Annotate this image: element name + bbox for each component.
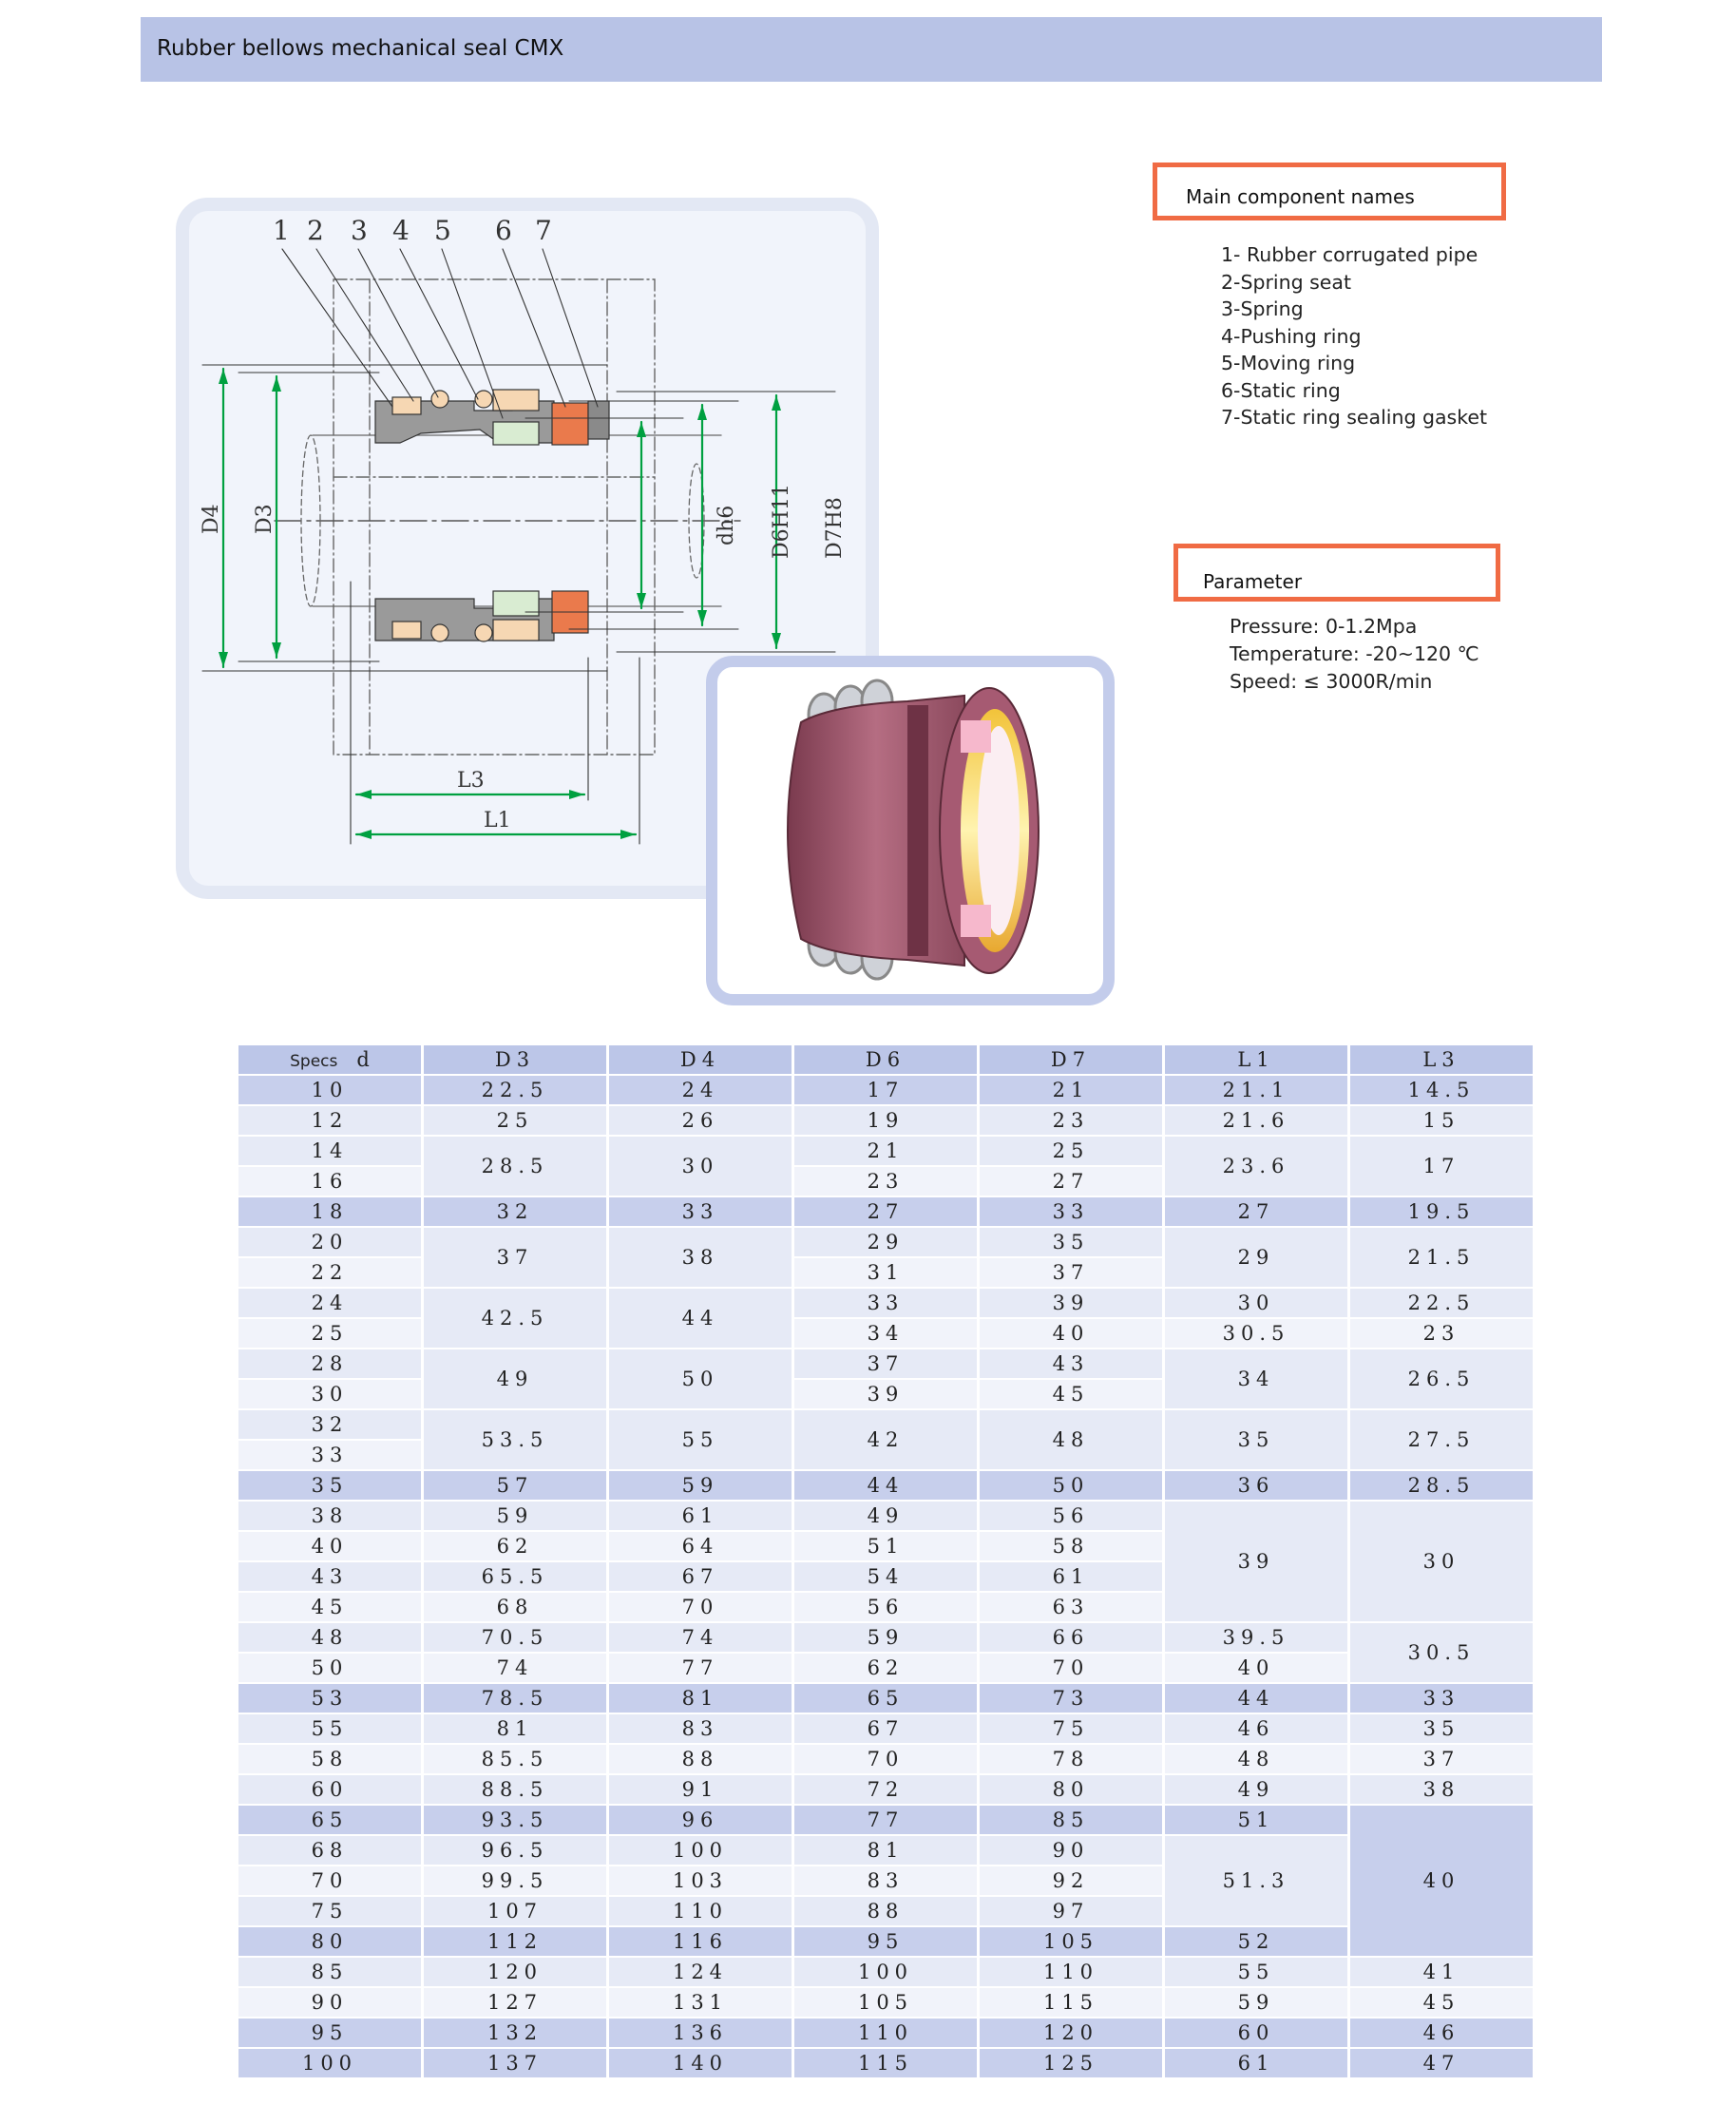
page-title: Rubber bellows mechanical seal CMX [157,36,564,61]
cell-d: 50 [238,1653,423,1683]
callout-2: 2 [307,215,324,246]
cell-D7: 75 [979,1713,1164,1744]
cell-D7: 23 [979,1105,1164,1136]
table-row [238,1835,1535,1866]
cell-L3: 27.5 [1349,1409,1535,1470]
cell-L1: 61 [1164,2048,1349,2078]
cell-D6: 100 [793,1957,979,1987]
component-list [1221,241,1487,431]
cell-D3: 37 [423,1227,608,1288]
cell-D6: 83 [793,1866,979,1896]
cell-L1: 39 [1164,1501,1349,1622]
cell-D4: 64 [608,1531,793,1561]
cell-L3: 46 [1349,2018,1535,2048]
cell-D4: 38 [608,1227,793,1288]
parameter-title: Parameter [1203,570,1303,593]
cell-D3: 22.5 [423,1075,608,1105]
header-L1: L1 [1164,1044,1349,1075]
cell-D6: 34 [793,1318,979,1349]
dim-D3: D3 [253,504,277,534]
table-row [238,2048,1535,2078]
cell-d: 90 [238,1987,423,2018]
cell-D3: 32 [423,1196,608,1227]
cell-D3: 59 [423,1501,608,1531]
table-header-row [238,1044,1535,1075]
cell-L1: 46 [1164,1713,1349,1744]
cell-D4: 88 [608,1744,793,1774]
cell-d: 12 [238,1105,423,1136]
cell-L3: 30.5 [1349,1622,1535,1683]
cell-D3: 78.5 [423,1683,608,1713]
cell-d: 18 [238,1196,423,1227]
product-photo-card [706,656,1115,1005]
cell-D7: 80 [979,1774,1164,1805]
table-row [238,1926,1535,1957]
table-row [238,1105,1535,1136]
cell-D4: 131 [608,1987,793,2018]
cell-L1: 51 [1164,1805,1349,1835]
cell-D7: 61 [979,1561,1164,1592]
cell-d: 25 [238,1318,423,1349]
cell-D7: 66 [979,1622,1164,1653]
cell-D6: 67 [793,1713,979,1744]
cell-D6: 44 [793,1470,979,1501]
cell-D6: 17 [793,1075,979,1105]
cell-D4: 44 [608,1288,793,1349]
cell-L1: 52 [1164,1926,1349,1957]
cell-D6: 19 [793,1105,979,1136]
cell-D4: 140 [608,2048,793,2078]
cell-L3: 37 [1349,1744,1535,1774]
callout-7: 7 [535,215,552,246]
cell-L3: 38 [1349,1774,1535,1805]
list-item: 1- Rubber corrugated pipe [1221,243,1478,266]
cell-D4: 110 [608,1896,793,1926]
cell-D7: 43 [979,1349,1164,1379]
cell-d: 53 [238,1683,423,1713]
table-row [238,1227,1535,1257]
table-row [238,1622,1535,1653]
cell-d: 14 [238,1136,423,1166]
cell-D4: 59 [608,1470,793,1501]
cell-D7: 115 [979,1987,1164,2018]
cell-D7: 105 [979,1926,1164,1957]
cell-d: 22 [238,1257,423,1288]
cell-d: 48 [238,1622,423,1653]
cell-D4: 124 [608,1957,793,1987]
cell-d: 40 [238,1531,423,1561]
cell-D6: 81 [793,1835,979,1866]
cell-D4: 33 [608,1196,793,1227]
table-row [238,1075,1535,1105]
cell-D3: 88.5 [423,1774,608,1805]
cell-D3: 62 [423,1531,608,1561]
cell-L3: 21.5 [1349,1227,1535,1288]
header-D4: D4 [608,1044,793,1075]
cell-L1: 44 [1164,1683,1349,1713]
header-D6: D6 [793,1044,979,1075]
header-d: d [356,1048,370,1071]
cell-d: 10 [238,1075,423,1105]
cell-D3: 70.5 [423,1622,608,1653]
cell-L3: 23 [1349,1318,1535,1349]
dim-D6H11: D6H11 [770,484,793,559]
cell-D6: 51 [793,1531,979,1561]
cell-D7: 25 [979,1136,1164,1166]
cell-D3: 57 [423,1470,608,1501]
table-row [238,1987,1535,2018]
table-row [238,1288,1535,1318]
cell-D6: 65 [793,1683,979,1713]
cell-D6: 72 [793,1774,979,1805]
cell-L1: 27 [1164,1196,1349,1227]
header-D3: D3 [423,1044,608,1075]
cell-L3: 47 [1349,2048,1535,2078]
cell-D4: 24 [608,1075,793,1105]
cell-D7: 110 [979,1957,1164,1987]
cell-d: 30 [238,1379,423,1409]
cell-D6: 29 [793,1227,979,1257]
cell-D3: 42.5 [423,1288,608,1349]
cell-D7: 85 [979,1805,1164,1835]
table-row [238,1501,1535,1531]
cell-L1: 23.6 [1164,1136,1349,1196]
cell-d: 60 [238,1774,423,1805]
list-item: 3-Spring [1221,297,1304,320]
cell-D3: 127 [423,1987,608,2018]
cell-D6: 56 [793,1592,979,1622]
parameter-title-box [1173,544,1500,602]
cell-d: 45 [238,1592,423,1622]
cell-D6: 42 [793,1409,979,1470]
list-item: Temperature: -20~120 ℃ [1230,642,1479,665]
list-item: 2-Spring seat [1221,270,1352,294]
table-row [238,1744,1535,1774]
page-header [141,17,1602,82]
cell-L1: 60 [1164,2018,1349,2048]
list-item: 5-Moving ring [1221,352,1356,374]
cell-L1: 48 [1164,1744,1349,1774]
cell-d: 58 [238,1744,423,1774]
cell-D7: 45 [979,1379,1164,1409]
table-row [238,1349,1535,1379]
table-row [238,1957,1535,1987]
cell-d: 38 [238,1501,423,1531]
cell-D3: 99.5 [423,1866,608,1896]
cell-D3: 85.5 [423,1744,608,1774]
dim-D4: D4 [200,504,223,534]
cell-D7: 58 [979,1531,1164,1561]
cell-L3: 41 [1349,1957,1535,1987]
table-row [238,1470,1535,1501]
cell-D6: 37 [793,1349,979,1379]
cell-d: 33 [238,1440,423,1470]
cell-D4: 103 [608,1866,793,1896]
cell-D3: 68 [423,1592,608,1622]
cell-D7: 21 [979,1075,1164,1105]
specs-table [236,1043,1536,2079]
cell-d: 70 [238,1866,423,1896]
dim-D7H8: D7H8 [823,497,847,559]
cell-D7: 50 [979,1470,1164,1501]
cell-D7: 48 [979,1409,1164,1470]
cell-d: 35 [238,1470,423,1501]
cell-D7: 63 [979,1592,1164,1622]
list-item: 4-Pushing ring [1221,324,1362,348]
table-row [238,1136,1535,1166]
cell-D3: 137 [423,2048,608,2078]
cell-L1: 59 [1164,1987,1349,2018]
cell-D6: 70 [793,1744,979,1774]
cell-D6: 49 [793,1501,979,1531]
dim-L1: L1 [484,809,511,832]
cell-D7: 40 [979,1318,1164,1349]
cell-d: 65 [238,1805,423,1835]
parameter-list [1230,613,1479,696]
cell-L3: 26.5 [1349,1349,1535,1409]
table-row [238,2018,1535,2048]
cell-D4: 30 [608,1136,793,1196]
specs-table-body [238,1075,1535,2078]
cell-D6: 39 [793,1379,979,1409]
cell-D6: 62 [793,1653,979,1683]
cell-L3: 15 [1349,1105,1535,1136]
cell-d: 16 [238,1166,423,1196]
cell-L1: 34 [1164,1349,1349,1409]
cell-L1: 36 [1164,1470,1349,1501]
cell-d: 85 [238,1957,423,1987]
cell-L1: 40 [1164,1653,1349,1683]
cell-D6: 115 [793,2048,979,2078]
cell-D7: 27 [979,1166,1164,1196]
cell-D3: 132 [423,2018,608,2048]
cell-D4: 77 [608,1653,793,1683]
cell-D6: 23 [793,1166,979,1196]
cell-D6: 54 [793,1561,979,1592]
cell-D4: 70 [608,1592,793,1622]
cell-D6: 33 [793,1288,979,1318]
cell-d: 28 [238,1349,423,1379]
cell-D7: 92 [979,1866,1164,1896]
cell-L3: 19.5 [1349,1196,1535,1227]
cell-D7: 35 [979,1227,1164,1257]
cell-L3: 33 [1349,1683,1535,1713]
cell-D6: 31 [793,1257,979,1288]
callout-5: 5 [434,215,451,246]
cell-d: 43 [238,1561,423,1592]
cell-D6: 27 [793,1196,979,1227]
cell-D3: 96.5 [423,1835,608,1866]
cell-D3: 112 [423,1926,608,1957]
table-row [238,1653,1535,1683]
cell-D3: 74 [423,1653,608,1683]
cell-D7: 125 [979,2048,1164,2078]
cell-D4: 116 [608,1926,793,1957]
cell-D3: 49 [423,1349,608,1409]
cell-L3: 14.5 [1349,1075,1535,1105]
cell-L3: 17 [1349,1136,1535,1196]
cell-D7: 33 [979,1196,1164,1227]
cell-D7: 37 [979,1257,1164,1288]
table-row [238,1409,1535,1440]
cell-d: 32 [238,1409,423,1440]
components-title-box [1153,163,1506,220]
cell-D4: 96 [608,1805,793,1835]
cell-L3: 45 [1349,1987,1535,2018]
cell-D6: 77 [793,1805,979,1835]
dim-L3: L3 [457,769,485,793]
cell-D4: 81 [608,1683,793,1713]
header-D7: D7 [979,1044,1164,1075]
callout-1: 1 [273,215,290,246]
cell-D7: 97 [979,1896,1164,1926]
cell-L3: 35 [1349,1713,1535,1744]
cell-L1: 21.6 [1164,1105,1349,1136]
cell-D3: 28.5 [423,1136,608,1196]
cell-D6: 105 [793,1987,979,2018]
cell-d: 24 [238,1288,423,1318]
header-L3: L3 [1349,1044,1535,1075]
header-specs-d [238,1044,423,1075]
callout-4: 4 [392,215,410,246]
cell-D3: 120 [423,1957,608,1987]
cell-D4: 136 [608,2018,793,2048]
cell-D7: 78 [979,1744,1164,1774]
cell-D7: 39 [979,1288,1164,1318]
cell-d: 100 [238,2048,423,2078]
cell-D7: 120 [979,2018,1164,2048]
cell-L1: 55 [1164,1957,1349,1987]
list-item: 6-Static ring [1221,378,1341,402]
cell-D3: 65.5 [423,1561,608,1592]
cell-d: 95 [238,2018,423,2048]
cell-L1: 29 [1164,1227,1349,1288]
table-row [238,1683,1535,1713]
table-row [238,1713,1535,1744]
cell-d: 20 [238,1227,423,1257]
cell-D4: 74 [608,1622,793,1653]
cell-D4: 61 [608,1501,793,1531]
cell-D6: 59 [793,1622,979,1653]
table-row [238,1196,1535,1227]
cell-D6: 95 [793,1926,979,1957]
cell-D4: 50 [608,1349,793,1409]
cell-D4: 55 [608,1409,793,1470]
cell-D3: 107 [423,1896,608,1926]
cell-D7: 90 [979,1835,1164,1866]
cell-D4: 100 [608,1835,793,1866]
cell-D6: 88 [793,1896,979,1926]
cell-L1: 39.5 [1164,1622,1349,1653]
cell-L3: 22.5 [1349,1288,1535,1318]
cell-D4: 67 [608,1561,793,1592]
components-title: Main component names [1186,185,1415,208]
cell-L3: 30 [1349,1501,1535,1622]
list-item: Pressure: 0-1.2Mpa [1230,615,1418,638]
callout-3: 3 [351,215,368,246]
cell-D7: 70 [979,1653,1164,1683]
seal-product-illustration [717,667,1103,994]
cell-L1: 35 [1164,1409,1349,1470]
cell-d: 80 [238,1926,423,1957]
dim-dh6: dh6 [715,505,738,545]
cell-D7: 73 [979,1683,1164,1713]
cell-d: 68 [238,1835,423,1866]
cell-D4: 26 [608,1105,793,1136]
cell-L1: 30.5 [1164,1318,1349,1349]
cell-D3: 93.5 [423,1805,608,1835]
list-item: Speed: ≤ 3000R/min [1230,670,1433,693]
header-specs: Specs [290,1052,338,1071]
table-row [238,1805,1535,1835]
cell-L1: 51.3 [1164,1835,1349,1926]
cell-d: 75 [238,1896,423,1926]
cell-D3: 81 [423,1713,608,1744]
cell-D3: 25 [423,1105,608,1136]
cell-L1: 21.1 [1164,1075,1349,1105]
cell-L3: 28.5 [1349,1470,1535,1501]
cell-D6: 21 [793,1136,979,1166]
table-row [238,1774,1535,1805]
cell-L1: 49 [1164,1774,1349,1805]
cell-D4: 91 [608,1774,793,1805]
cell-L3: 40 [1349,1805,1535,1957]
list-item: 7-Static ring sealing gasket [1221,406,1488,429]
cell-D3: 53.5 [423,1409,608,1470]
cell-D6: 110 [793,2018,979,2048]
cell-d: 55 [238,1713,423,1744]
cell-D7: 56 [979,1501,1164,1531]
cell-D4: 83 [608,1713,793,1744]
callout-6: 6 [495,215,512,246]
cell-L1: 30 [1164,1288,1349,1318]
